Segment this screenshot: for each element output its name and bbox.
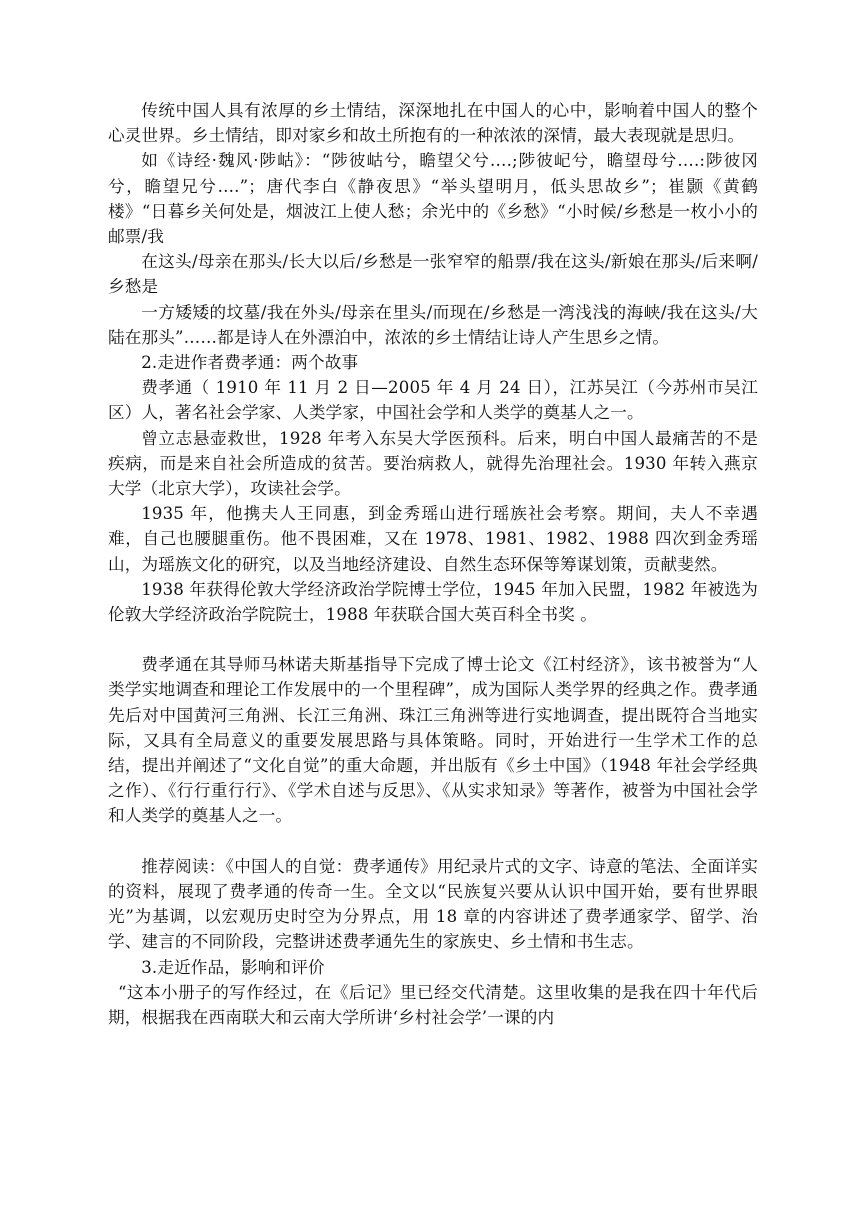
blank-line — [108, 829, 758, 854]
paragraph-nostalgia-poem-2: 一方矮矮的坟墓/我在外头/母亲在里头/而现在/乡愁是一湾浅浅的海峡/我在这头/大陆在那头”……都是诗人在外漂泊中，浓浓的乡土情结让诗人产生思乡之情。 — [108, 302, 758, 347]
paragraph-recommended-reading: 推荐阅读：《中国人的自觉：费孝通传》用纪录片式的文字、诗意的笔法、全面详实的资料，展现了费孝通的传奇一生。全文以“民族复兴要从认识中国开始，要有世界眼光”为基调，以宏观历史时空为分界点，用 18 章的内容讲述了费孝通家学、留学、治学、建言的不同阶段，完整讲述费孝通先生的家族史、乡土情和书生志。 — [108, 856, 758, 952]
section-heading-author: 2.走进作者费孝通：两个故事 — [141, 353, 359, 373]
paragraph-author-medicine: 曾立志悬壶救世，1928 年考入东吴大学医预科。后来，明白中国人最痛苦的不是疾病，而是来自社会所造成的贫苦。要治病救人，就得先治理社会。1930 年转入燕京大学（北京大学），攻读社会学。 — [108, 428, 758, 499]
paragraph-author-works: 费孝通在其导师马林诺夫斯基指导下完成了博士论文《江村经济》，该书被誉为“人类学实地调查和理论工作发展中的一个里程碑”，成为国际人类学界的经典之作。费孝通先后对中国黄河三角洲、长江三角洲、珠江三角洲等进行实地调查，提出既符合当地实际，又具有全局意义的重要发展思路与具体策略。同时，开始进行一生学术工作的总结，提出并阐述了“文化自觉”的重大命题，并出版有《乡土中国》（1948 年社会学经典之作）、《行行重行行》、《学术自述与反思》、《从实求知录》等著作，被誉为中国社会学和人类学的奠基人之一。 — [108, 655, 758, 826]
section-heading-impact: 3.走近作品，影响和评价 — [141, 957, 325, 977]
paragraph-author-honors: 1938 年获得伦敦大学经济政治学院博士学位，1945 年加入民盟，1982 年被选为伦敦大学经济政治学院院士，1988 年获联合国大英百科全书奖 。 — [108, 579, 758, 625]
paragraph-quote-postscript: “这本小册子的写作经过，在《后记》里已经交代清楚。这里收集的是我在四十年代后期，根据我在西南联大和云南大学所讲‘乡村社会学’一课的内 — [108, 982, 758, 1027]
document-body — [108, 98, 758, 1030]
paragraph-poetry-examples: 如《诗经·魏风·陟岵》：“陟彼岵兮，瞻望父兮….;陟彼屺兮，瞻望母兮….:陟彼冈兮，瞻望兄兮….”；唐代李白《静夜思》“举头望明月，低头思故乡”；崔颢《黄鹤楼》“日暮乡关何处是，烟波江上使人愁；余光中的《乡愁》“小时候/乡愁是一枚小小的邮票/我 — [108, 151, 758, 247]
paragraph-author-bio: 费孝通（ 1910 年 11 月 2 日—2005 年 4 月 24 日），江苏吴江（今苏州市吴江区）人，著名社会学家、人类学家，中国社会学和人类学的奠基人之一。 — [108, 378, 758, 423]
paragraph-intro: 传统中国人具有浓厚的乡土情结，深深地扎在中国人的心中，影响着中国人的整个心灵世界。乡土情结，即对家乡和故土所抱有的一种浓浓的深情，最大表现就是思归。 — [108, 101, 758, 146]
paragraph-author-yaoshan: 1935 年，他携夫人王同惠，到金秀瑶山进行瑶族社会考察。期间，夫人不幸遇难，自己也腰腿重伤。他不畏困难，又在 1978、1981、1982、1988 四次到金秀瑶山，为瑶族文化的研究，以及当地经济建设、自然生态环保等筹谋划策，贡献斐然。 — [108, 504, 758, 574]
blank-line — [108, 627, 758, 652]
paragraph-nostalgia-poem-1: 在这头/母亲在那头/长大以后/乡愁是一张窄窄的船票/我在这头/新娘在那头/后来啊/乡愁是 — [108, 252, 758, 297]
